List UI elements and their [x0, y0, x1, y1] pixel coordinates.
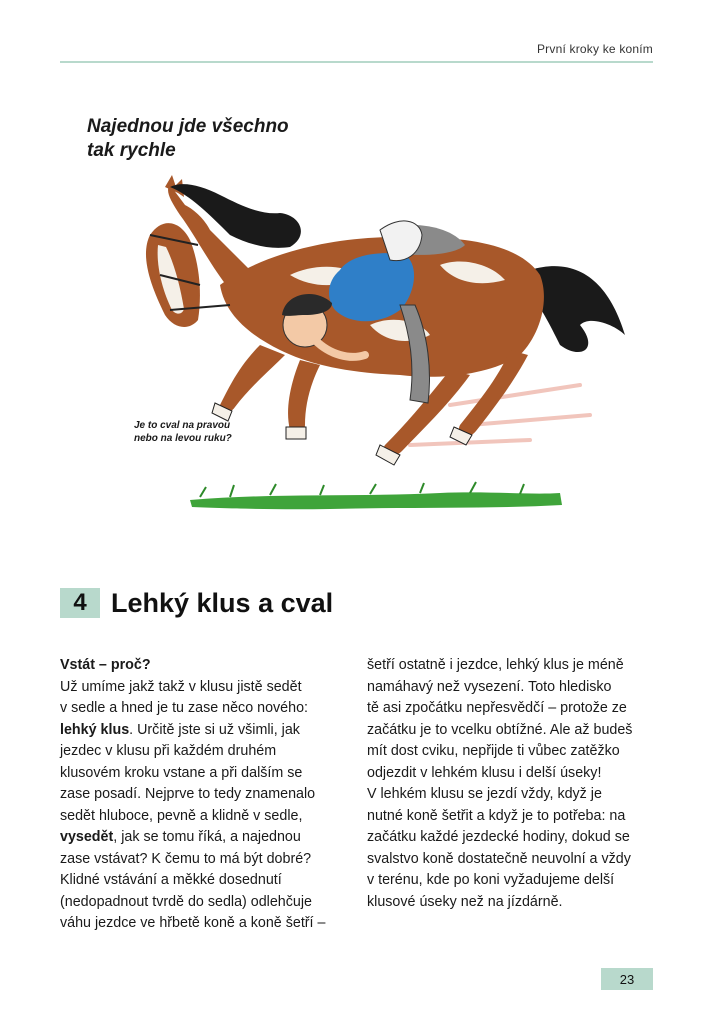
body-line: šetří ostatně i jezdce, lehký klus je méně	[367, 657, 624, 673]
body-line: zase vstávat? K čemu to má být dobré?	[60, 850, 312, 867]
body-line: zase posadí. Nejprve to tedy znamenalo	[60, 786, 316, 802]
body-line: v sedle a hned je tu zase něco nového:	[60, 700, 308, 716]
illustration-caption	[134, 419, 232, 445]
body-line	[60, 720, 355, 742]
body-line: klusovém kroku vstane a při dalším se	[60, 764, 303, 781]
emphasis-term: lehký klus	[60, 721, 130, 738]
horse-front-leg	[219, 345, 285, 414]
body-line: váhu jezdce ve hřbetě koně a koně šetří –	[60, 915, 326, 931]
body-line: Klidné vstávání a měkké dosednutí	[60, 872, 282, 888]
chapter-heading	[60, 585, 333, 621]
body-line: V lehkém klusu se jezdí vždy, když je	[367, 786, 602, 802]
running-header: První kroky ke koním	[536, 42, 653, 56]
horse-tail	[530, 266, 625, 352]
body-line: sedět hluboce, pevně a klidně v sedle,	[60, 807, 303, 824]
body-line: klusové úseky než na jízdárně.	[367, 893, 563, 910]
chapter-title: Lehký klus a cval	[111, 587, 334, 618]
body-line: odjezdit v lehkém klusu i delší úseky!	[367, 764, 602, 781]
grass-strip	[190, 492, 562, 509]
header-rule	[60, 61, 653, 63]
section-subheading: Vstát – proč?	[60, 657, 151, 673]
horse-front-leg	[288, 360, 320, 436]
body-line: tě asi zpočátku nepřesvědčí – protože ze	[367, 700, 627, 716]
body-line: (nedopadnout tvrdě do sedla) odlehčuje	[60, 893, 312, 910]
body-line: Už umíme jakž takž v klusu jistě sedět	[60, 678, 302, 695]
page-number: 23	[601, 968, 653, 990]
illustration-title	[87, 115, 289, 163]
horse-rider-illustration	[110, 175, 650, 535]
illustration-title-line: tak rychle	[87, 140, 176, 161]
body-line: svalstvo koně dostatečně neuvolní a vždy	[367, 850, 631, 867]
body-column-right	[367, 655, 662, 913]
body-line: v terénu, kde po koni vyžadujeme delší	[367, 872, 615, 888]
body-line: začátku je to vcelku obtížné. Ale až budeš	[367, 721, 633, 738]
body-column-left	[60, 655, 355, 935]
body-line	[60, 827, 355, 849]
emphasis-term: vysedět	[60, 829, 114, 845]
caption-line: Je to cval na pravou	[134, 420, 231, 431]
body-line-rest: , jak se tomu říká, a najednou	[113, 829, 301, 845]
body-line: namáhavý než vysezení. Toto hledisko	[367, 678, 612, 695]
body-line: mít dost cviku, nepřijde ti vůbec zatěžko	[367, 743, 620, 759]
chapter-number-badge: 4	[60, 588, 100, 618]
body-line-rest: . Určitě jste si už všimli, jak	[129, 721, 300, 738]
body-line: nutné koně šetřit a když je to potřeba: na	[367, 807, 626, 824]
caption-line: nebo na levou ruku?	[134, 433, 232, 444]
body-line: jezdec v klusu při každém druhém	[60, 743, 277, 759]
body-line: začátku každé jezdecké hodiny, dokud se	[367, 829, 630, 845]
illustration-title-line: Najednou jde všechno	[87, 116, 289, 137]
